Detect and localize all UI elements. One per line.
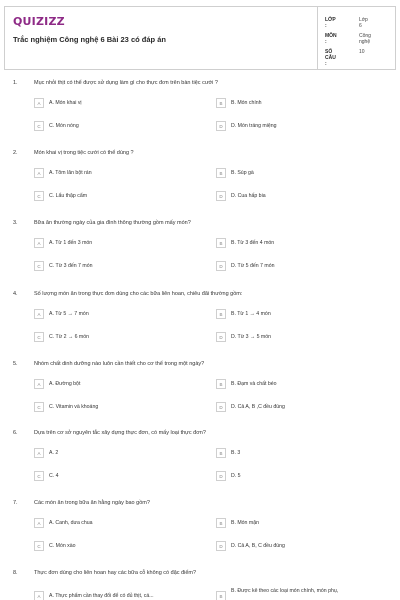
option-text: B. Món mặn: [231, 520, 259, 526]
answer-option[interactable]: [216, 471, 376, 483]
option-letter-box: B: [216, 448, 226, 458]
answer-option[interactable]: [34, 191, 194, 203]
option-text: C. Món xào: [49, 543, 76, 549]
option-letter-box: C: [34, 261, 44, 271]
answer-option[interactable]: [34, 591, 194, 600]
option-text: B. Đạm và chất béo: [231, 381, 277, 387]
option-text: B. Từ 3 đến 4 món: [231, 240, 275, 246]
question-text: Dựa trên cơ sở nguyên tắc xây dựng thực đơn, có mấy loại thực đơn?: [34, 430, 206, 436]
option-letter-box: B: [216, 98, 226, 108]
option-text: A. Từ 5 → 7 món: [49, 311, 89, 317]
option-letter-box: D: [216, 541, 226, 551]
answer-option[interactable]: [34, 121, 194, 133]
page-title: Trắc nghiệm Công nghệ 6 Bài 23 có đáp án: [13, 35, 166, 44]
worksheet-header: [4, 6, 396, 70]
answer-option[interactable]: [216, 121, 376, 133]
answer-option[interactable]: [216, 379, 376, 391]
question-number: 2.: [13, 150, 18, 156]
quizizz-logo: QUIZIZZ: [13, 15, 65, 28]
option-text: B. Từ 1 → 4 món: [231, 311, 271, 317]
option-text: A. Từ 1 đến 3 món: [49, 240, 93, 246]
option-letter-box: B: [216, 168, 226, 178]
answer-option[interactable]: [34, 471, 194, 483]
answer-option[interactable]: [34, 261, 194, 273]
meta-label: SỐ CÂU :: [325, 49, 336, 67]
option-text: C. Lẩu thập cẩm: [49, 193, 88, 199]
answer-option[interactable]: [216, 98, 376, 110]
option-letter-box: A: [34, 518, 44, 528]
option-letter-box: A: [34, 98, 44, 108]
answer-option[interactable]: [34, 541, 194, 553]
option-letter-box: B: [216, 379, 226, 389]
option-letter-box: A: [34, 168, 44, 178]
question-number: 1.: [13, 80, 18, 86]
option-text: A. Đường bột: [49, 381, 81, 387]
option-letter-box: D: [216, 261, 226, 271]
question-text: Thực đơn dùng cho liên hoan hay các bữa cỗ không có đặc điểm?: [34, 570, 197, 576]
option-letter-box: B: [216, 309, 226, 319]
meta-value: Công nghệ: [359, 33, 371, 45]
option-text: B. Món chính: [231, 100, 262, 106]
question-text: Số lượng món ăn trong thực đơn dùng cho các bữa liên hoan, chiêu đãi thường gồm:: [34, 291, 243, 297]
option-text: B. Súp gà: [231, 170, 254, 176]
answer-option[interactable]: [216, 238, 376, 250]
meta-value: 10: [359, 49, 365, 55]
option-text: A. 2: [49, 450, 59, 456]
answer-option[interactable]: [216, 332, 376, 344]
option-text: C. Từ 3 đến 7 món: [49, 263, 93, 269]
meta-label: LỚP :: [325, 17, 336, 29]
answer-option[interactable]: [34, 98, 194, 110]
question-text: Mục nhỏi thịt có thể được sử dụng làm gì cho thực đơn trên bàn tiệc cưới ?: [34, 80, 218, 86]
answer-option[interactable]: [216, 168, 376, 180]
option-letter-box: B: [216, 238, 226, 248]
answer-option[interactable]: [34, 518, 194, 530]
question-number: 6.: [13, 430, 18, 436]
answer-option[interactable]: [216, 588, 376, 600]
answer-option[interactable]: [34, 238, 194, 250]
option-letter-box: D: [216, 191, 226, 201]
option-letter-box: C: [34, 402, 44, 412]
option-text: D. Món tráng miệng: [231, 123, 277, 129]
option-letter-box: D: [216, 471, 226, 481]
answer-option[interactable]: [34, 379, 194, 391]
option-text: C. 4: [49, 473, 59, 479]
answer-option[interactable]: [34, 402, 194, 414]
option-letter-box: D: [216, 402, 226, 412]
option-letter-box: C: [34, 332, 44, 342]
question-text: Các món ăn trong bữa ăn hằng ngày bao gồm?: [34, 500, 150, 506]
option-text: A. Tôm lăn bột rán: [49, 170, 92, 176]
option-text: D. 5: [231, 473, 241, 479]
option-text: D. Cả A, B ,C đều đúng: [231, 404, 285, 410]
answer-option[interactable]: [216, 261, 376, 273]
option-text: A. Món khai vị: [49, 100, 82, 106]
answer-option[interactable]: [34, 448, 194, 460]
option-text: D. Từ 3 → 5 món: [231, 334, 271, 340]
option-letter-box: A: [34, 379, 44, 389]
answer-option[interactable]: [216, 402, 376, 414]
option-letter-box: C: [34, 121, 44, 131]
answer-option[interactable]: [34, 168, 194, 180]
option-letter-box: D: [216, 121, 226, 131]
option-letter-box: B: [216, 518, 226, 528]
option-text: B. 3: [231, 450, 241, 456]
question-number: 4.: [13, 291, 18, 297]
question-number: 8.: [13, 570, 18, 576]
option-letter-box: B: [216, 591, 226, 600]
question-text: Món khai vị trong tiệc cưới có thể dùng ?: [34, 150, 134, 156]
question-text: Bữa ăn thường ngày của gia đình thông thường gồm mấy món?: [34, 220, 191, 226]
option-letter-box: C: [34, 541, 44, 551]
question-number: 7.: [13, 500, 18, 506]
answer-option[interactable]: [216, 541, 376, 553]
header-divider: [317, 7, 318, 69]
meta-value: Lớp 6: [359, 17, 368, 29]
option-letter-box: A: [34, 309, 44, 319]
meta-label: MÔN :: [325, 33, 337, 45]
question-number: 3.: [13, 220, 18, 226]
option-letter-box: D: [216, 332, 226, 342]
answer-option[interactable]: [216, 309, 376, 321]
answer-option[interactable]: [34, 309, 194, 321]
option-letter-box: C: [34, 471, 44, 481]
option-letter-box: C: [34, 191, 44, 201]
option-text: C. Vitamin và khoáng: [49, 404, 99, 410]
option-text: A. Canh, dưa chua: [49, 520, 93, 526]
option-text: D. Từ 5 đến 7 món: [231, 263, 275, 269]
option-text: A. Thực phẩm cần thay đổi để có đủ thịt, cá...: [49, 593, 154, 599]
question-text: Nhóm chất dinh dưỡng nào luôn cần thiết cho cơ thể trong một ngày?: [34, 361, 205, 367]
option-letter-box: A: [34, 591, 44, 600]
option-text: C. Từ 2 → 6 món: [49, 334, 89, 340]
answer-option[interactable]: [216, 518, 376, 530]
answer-option[interactable]: [34, 332, 194, 344]
option-letter-box: A: [34, 448, 44, 458]
answer-option[interactable]: [216, 191, 376, 203]
option-text: C. Món nóng: [49, 123, 79, 129]
question-number: 5.: [13, 361, 18, 367]
option-text: D. Cả A, B, C đều đúng: [231, 543, 285, 549]
option-text: B. Được kê theo các loại món chính, món phụ,: [231, 588, 339, 594]
answer-option[interactable]: [216, 448, 376, 460]
option-letter-box: A: [34, 238, 44, 248]
option-text: D. Cua hấp bia: [231, 193, 266, 199]
